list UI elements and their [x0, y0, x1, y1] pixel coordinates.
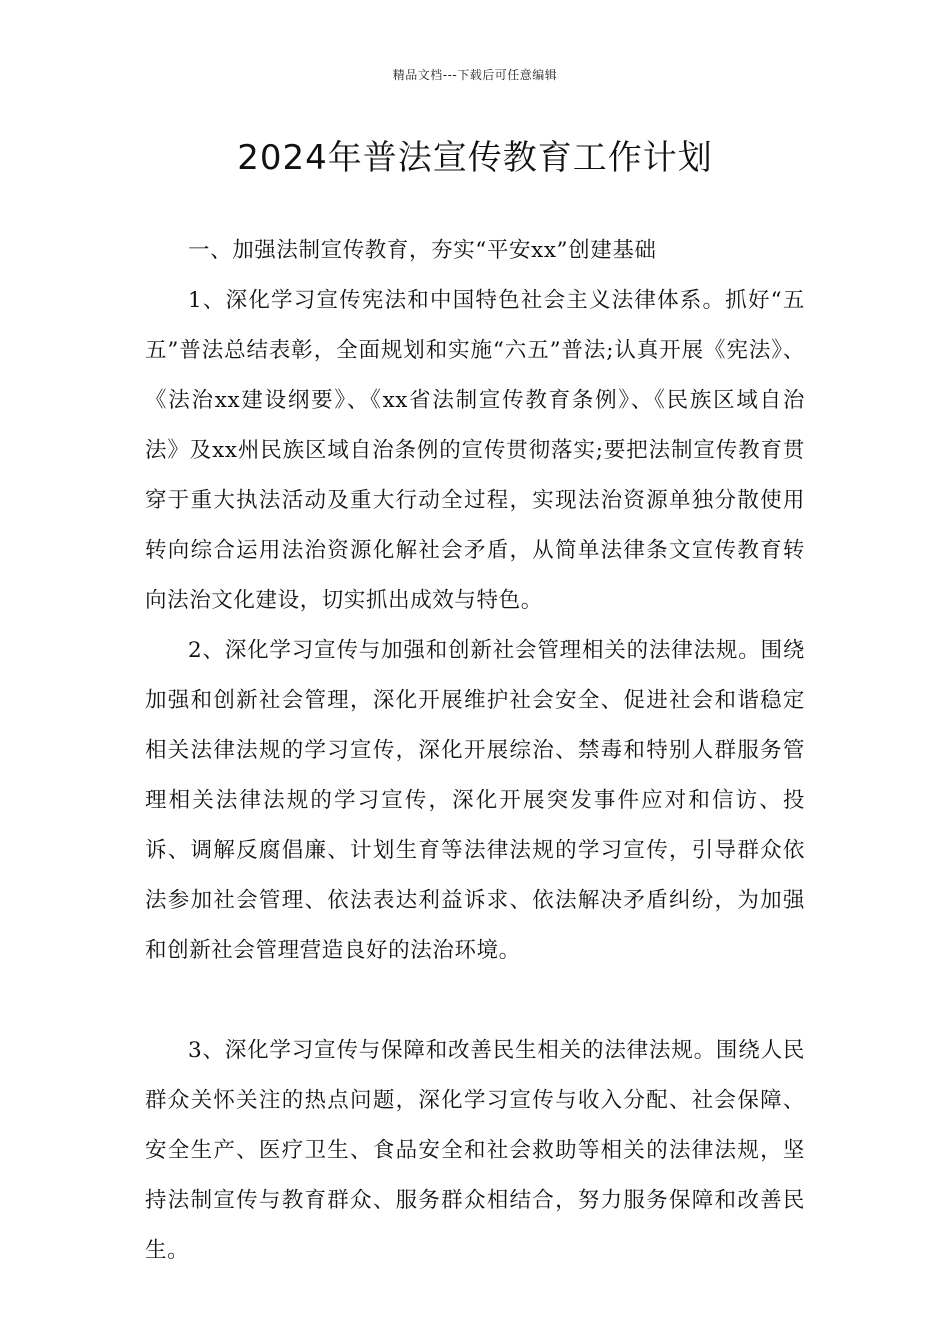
- paragraph-2: [145, 626, 805, 976]
- paragraph-2-text: 2、深化学习宣传与加强和创新社会管理相关的法律法规。围绕加强和创新社会管理，深化开展维护社会安全、促进社会和谐稳定相关法律法规的学习宣传，深化开展综治、禁毒和特别人群服务管理相关法律法规的学习宣传，深化开展突发事件应对和信访、投诉、调解反腐倡廉、计划生育等法律法规的学习宣传，引导群众依法参加社会管理、依法表达利益诉求、依法解决矛盾纠纷，为加强和创新社会管理营造良好的法治环境。: [145, 638, 805, 963]
- paragraph-1: [145, 276, 805, 626]
- section-heading: [145, 226, 805, 276]
- paragraph-1-text: 1、深化学习宣传宪法和中国特色社会主义法律体系。抓好“五五”普法总结表彰，全面规划和实施“六五”普法;认真开展《宪法》、《法治xx建设纲要》、《xx省法制宣传教育条例》、《民族区域自治法》及xx州民族区域自治条例的宣传贯彻落实;要把法制宣传教育贯穿于重大执法活动及重大行动全过程，实现法治资源单独分散使用转向综合运用法治资源化解社会矛盾，从简单法律条文宣传教育转向法治文化建设，切实抓出成效与特色。: [145, 288, 805, 613]
- section-heading-text: 一、加强法制宣传教育，夯实“平安xx”创建基础: [188, 238, 657, 263]
- document-title: 2024年普法宣传教育工作计划: [237, 138, 713, 178]
- header-note: 精品文档---下载后可任意编辑: [392, 68, 558, 82]
- paragraph-3: [145, 1026, 805, 1276]
- paragraph-3-text: 3、深化学习宣传与保障和改善民生相关的法律法规。围绕人民群众关怀关注的热点问题，深化学习宣传与收入分配、社会保障、安全生产、医疗卫生、食品安全和社会救助等相关的法律法规，坚持法制宣传与教育群众、服务群众相结合，努力服务保障和改善民生。: [145, 1038, 805, 1263]
